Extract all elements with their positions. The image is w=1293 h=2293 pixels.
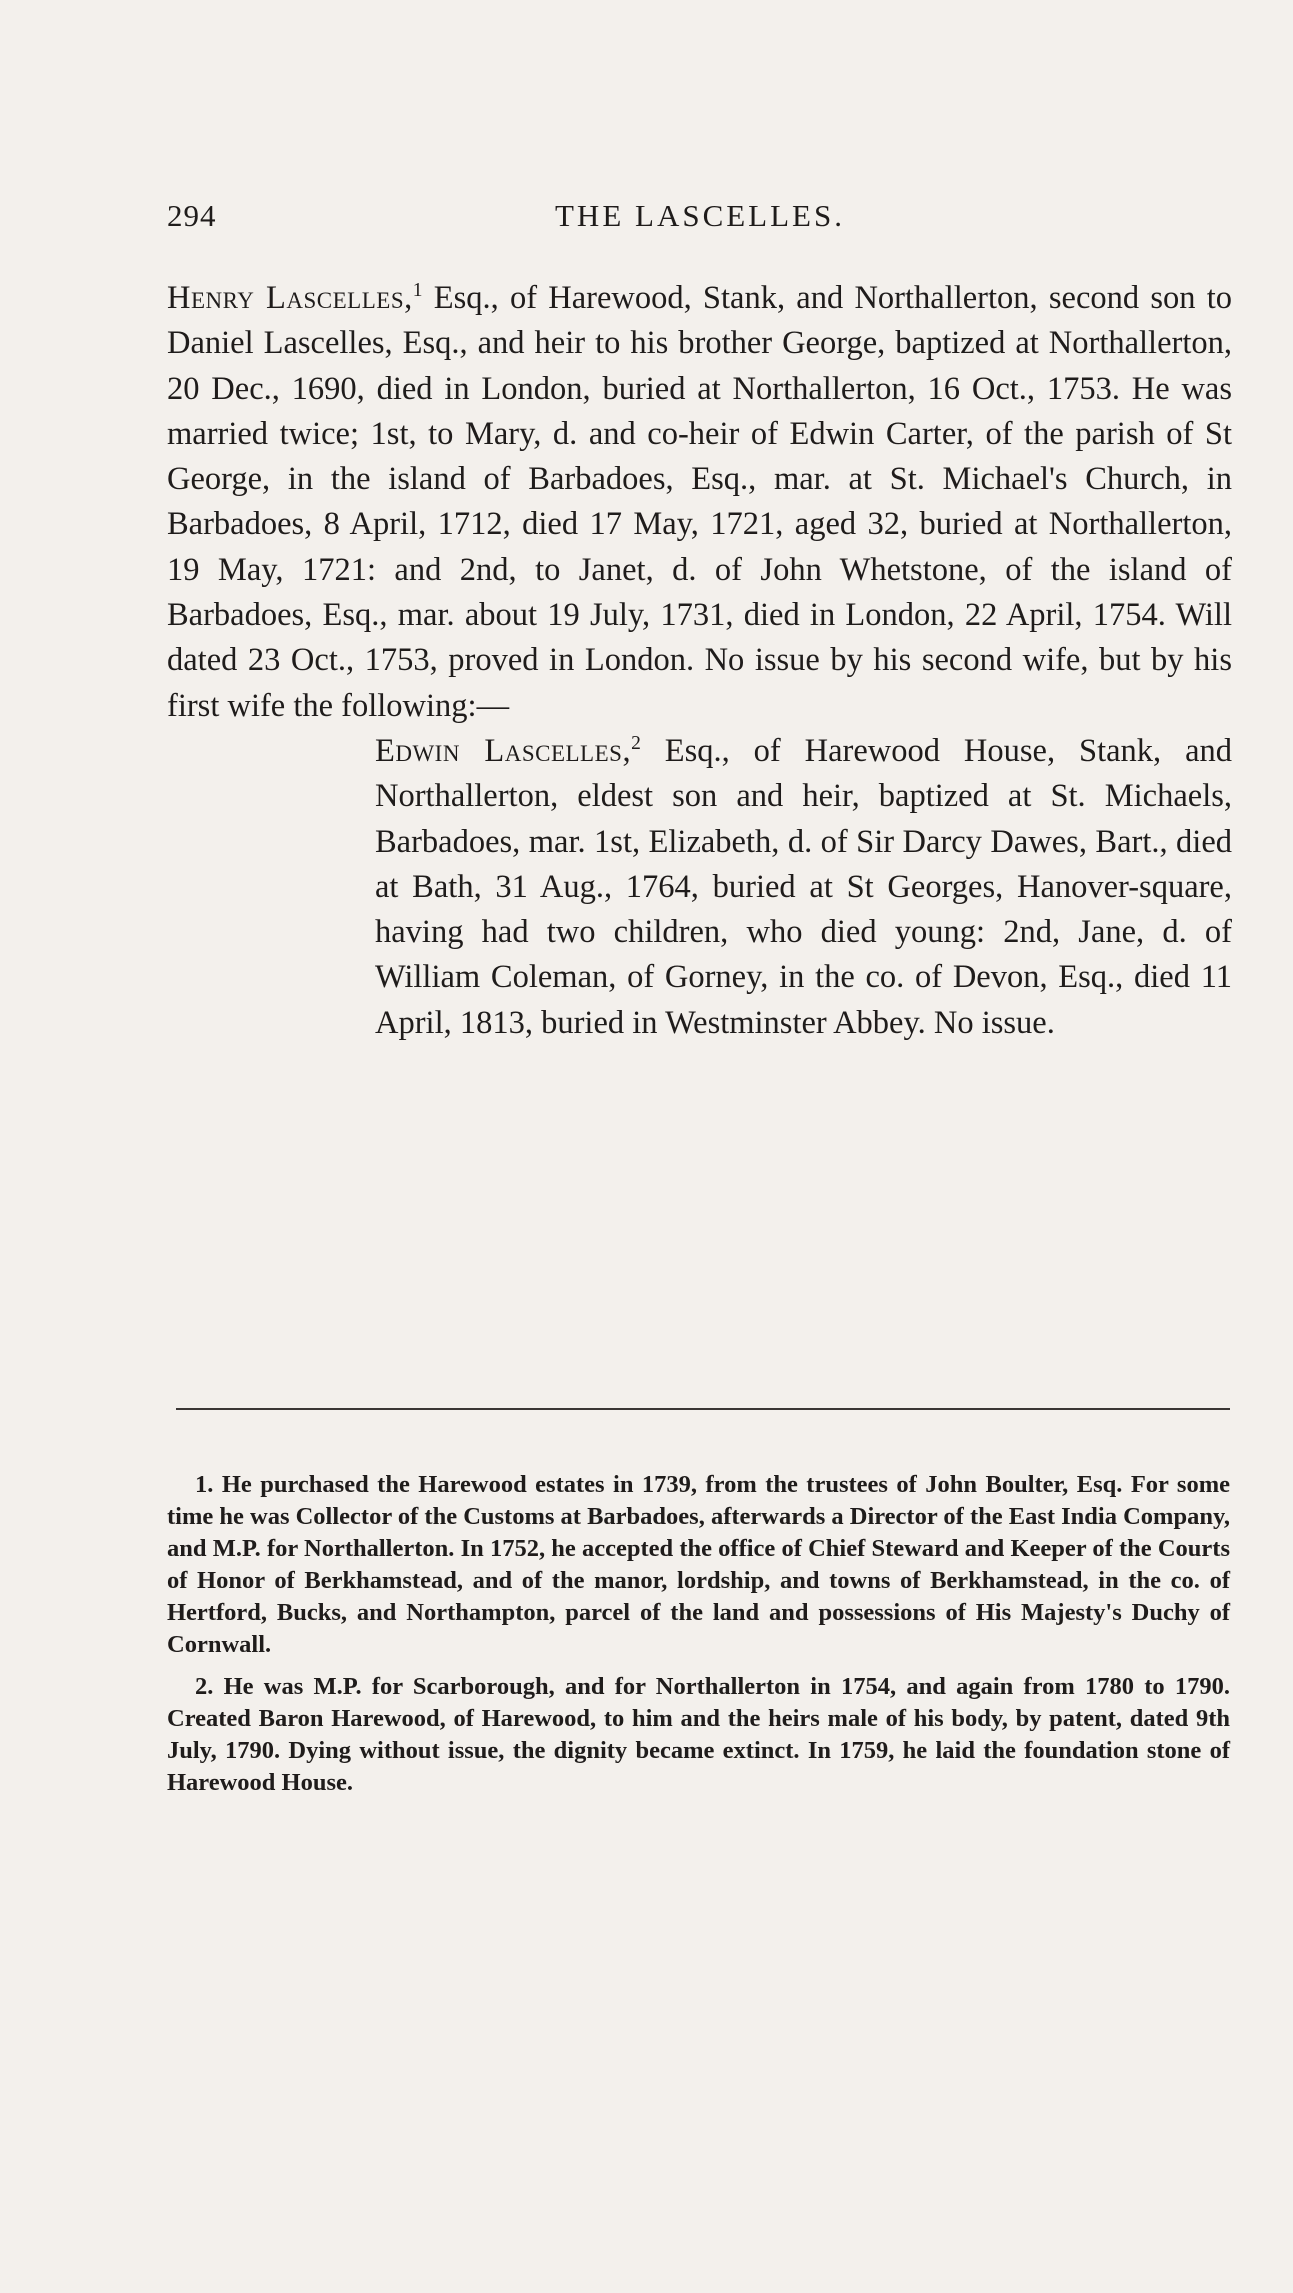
entry-text: Esq., of Harewood House, Stank, and Northallerton, eldest son and heir, baptized at St. Michaels, Barbadoes, mar. 1st, Elizabeth, d. of Sir Darcy Dawes, Bart., died at Bath, 31 Aug., 1764, buried at St Georges, Hanover-square, having had two children, who died young: 2nd, Jane, d. of William Coleman, of Gorney, in the co. of Devon, Esq., died 11 April, 1813, buried in Westminster Abbey. No issue. — [375, 732, 1233, 1041]
running-head: THE LASCELLES. — [555, 198, 845, 233]
footnote-ref: 2 — [631, 733, 641, 755]
page-header — [167, 198, 1230, 238]
entry-edwin-lascelles — [375, 729, 1232, 1046]
entry-name: Edwin Lascelles, — [375, 732, 632, 769]
footnote-ref: 1 — [412, 280, 423, 302]
footnote-2 — [167, 1671, 1230, 1799]
footnote-text: He purchased the Harewood estates in 1739, from the trustees of John Boulter, Esq. For some time he was Collector of the Customs at Barbadoes, afterwards a Director of the East India Company, and M.P. for Northallerton. In 1752, he accepted the office of Chief Steward and Keeper of the Courts of Honor of Berkhamstead, and of the manor, lordship, and towns of Berkhamstead, in the co. of Hertford, Bucks, and Northampton, parcel of the land and possessions of His Majesty's Duchy of Cornwall. — [167, 1471, 1230, 1658]
footnote-number: 2. — [195, 1673, 214, 1700]
footnote-text: He was M.P. for Scarborough, and for Northallerton in 1754, and again from 1780 to 1790. Created Baron Harewood, of Harewood, to him and the heirs male of his body, by patent, dated 9th July, 1790. Dying without issue, the dignity became extinct. In 1759, he laid the foundation stone of Harewood House. — [167, 1673, 1231, 1796]
entry-name: Henry Lascelles, — [167, 280, 413, 316]
entry-henry-lascelles — [167, 276, 1232, 729]
entry-text: Esq., of Harewood, Stank, and Northallerton, second son to Daniel Lascelles, Esq., and heir to his brother George, baptized at Northallerton, 20 Dec., 1690, died in London, buried at Northallerton, 16 Oct., 1753. He was married twice; 1st, to Mary, d. and co-heir of Edwin Carter, of the parish of St George, in the island of Barbadoes, Esq., mar. at St. Michael's Church, in Barbadoes, 8 April, 1712, died 17 May, 1721, aged 32, buried at Northallerton, 19 May, 1721: and 2nd, to Janet, d. of John Whetstone, of the island of Barbadoes, Esq., mar. about 19 July, 1731, died in London, 22 April, 1754. Will dated 23 Oct., 1753, proved in London. No issue by his second wife, but by his first wife the following:— — [167, 280, 1232, 724]
footnote-divider — [176, 1408, 1230, 1410]
main-text — [167, 276, 1232, 1046]
page-number: 294 — [167, 198, 217, 233]
footnote-number: 1. — [195, 1471, 214, 1498]
footnotes — [167, 1469, 1230, 1809]
footnote-1 — [167, 1469, 1230, 1661]
